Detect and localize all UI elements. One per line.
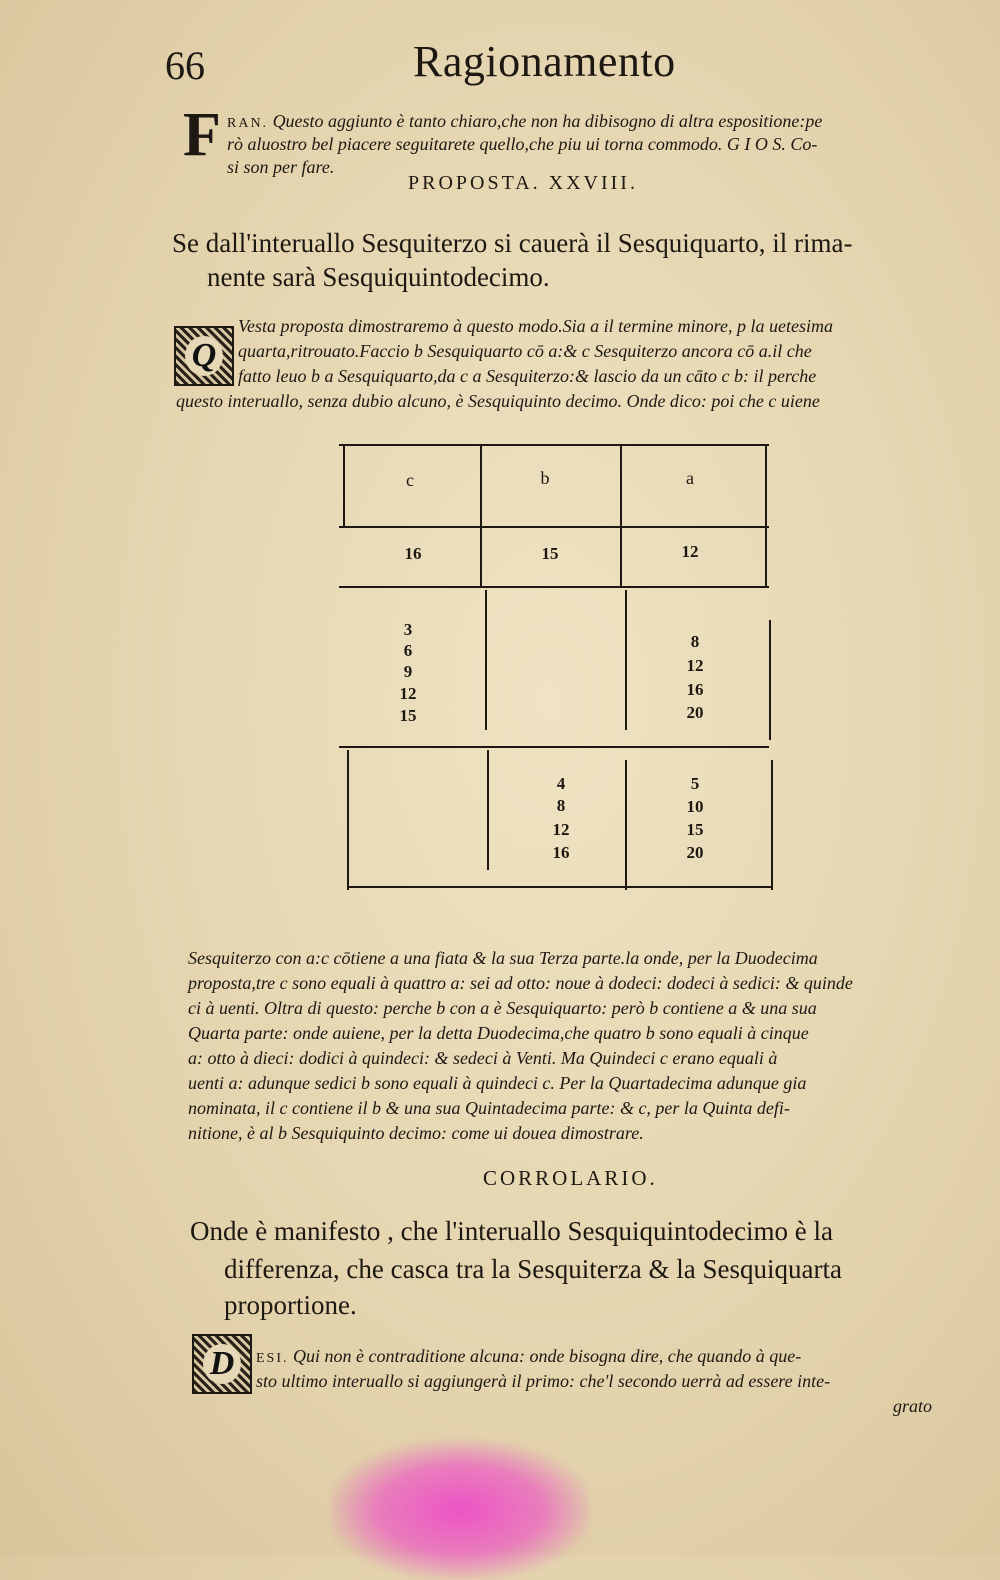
proposition-statement-line: nente sarà Sesquiquintodecimo. [207,262,550,292]
table-cell: 3 [403,620,413,639]
table-cell: 12 [681,542,699,561]
table-cell: 15 [686,820,704,839]
continuation-line: uenti a: adunque sedici b sono equali à quindeci c. Per la Quartadecima adunque gia [188,1073,807,1093]
continuation-line: nominata, il c contiene il b & una sua Quintadecima parte: & c, per la Quinta defi- [188,1098,790,1118]
corollary-line: proportione. [224,1290,357,1320]
table-cell: 4 [556,774,566,793]
table-cell: 5 [690,774,700,793]
demonstration-line: fatto leuo b a Sesquiquarto,da c a Sesquiterzo:& lascio da un cāto c b: il perche [238,366,817,386]
ornamental-letter: D [203,1344,241,1384]
table-rule [339,444,769,446]
continuation-line: Sesquiterzo con a:c cōtiene a una fiata & la sua Terza parte.la onde, per la Duodecima [188,948,818,968]
table-cell: 12 [552,820,570,839]
table-cell: 8 [690,632,700,651]
closing-line: Qui non è contraditione alcuna: onde bisogna dire, che quando à que- [293,1346,802,1366]
table-rule [347,750,349,890]
table-cell: 12 [686,656,704,675]
table-rule [487,750,489,870]
ornamental-letter: Q [185,336,223,376]
table-rule [485,590,487,730]
speaker-name: RAN. [227,116,269,131]
table-rule [339,586,769,588]
intro-line: rò aluostro bel piacere seguitarete quello,che piu ui torna commodo. G I O S. Co- [227,134,818,154]
corollary-line: Onde è manifesto , che l'interuallo Sesquiquintodecimo è la [190,1216,833,1246]
table-cell: 16 [404,544,422,563]
table-rule [339,746,769,748]
intro-speaker-label [227,111,822,132]
speaker-name: ESI. [256,1351,289,1366]
continuation-line: ci à uenti. Oltra di questo: perche b con a è Sesquiquarto: però b contiene a & una sua [188,998,817,1018]
table-rule [620,444,622,586]
ratio-table [325,440,785,900]
demonstration-line: Vesta proposta dimostraremo à questo modo.Sia a il termine minore, p la uetesima [238,316,833,336]
table-rule [769,620,771,740]
table-cell: 12 [399,684,417,703]
table-cell: 6 [403,641,413,660]
ornamental-initial [174,326,234,386]
table-cell: 20 [686,703,704,722]
table-cell: 15 [399,706,417,725]
pink-smudge [330,1440,590,1580]
table-cell: 15 [541,544,559,563]
closing-line: sto ultimo interuallo si aggiungerà il primo: che'l secondo uerrà ad essere inte- [256,1371,831,1391]
corollary-line: differenza, che casca tra la Sesquiterza & la Sesquiquarta [224,1254,842,1284]
continuation-line: proposta,tre c sono equali à quattro a: sei ad otto: noue à dodeci: dodeci à sedici: & quinde [188,973,853,993]
table-rule [625,760,627,890]
table-header: a [686,468,694,488]
table-cell: 8 [556,796,566,815]
ornamental-initial [192,1334,252,1394]
continuation-line: Quarta parte: onde auiene, per la detta Duodecima,che quatro b sono equali à cinque [188,1023,809,1043]
page-number: 66 [165,43,205,88]
intro-line: si son per fare. [227,157,335,177]
table-cell: 16 [552,843,570,862]
dropcap-letter: F [183,101,221,169]
table-header: c [406,470,414,490]
table-header: b [540,468,550,488]
intro-line: Questo aggiunto è tanto chiaro,che non ha dibisogno di altra espositione:pe [272,111,823,131]
continuation-line: a: otto à dieci: dodici à quindeci: & sedeci à Venti. Ma Quindeci c erano equali à [188,1048,778,1068]
table-cell: 20 [686,843,704,862]
demonstration-line: questo interuallo, senza dubio alcuno, è Sesquiquinto decimo. Onde dico: poi che c uiene [176,391,820,411]
demonstration-line: quarta,ritrouato.Faccio b Sesquiquarto cō a:& c Sesquiterzo ancora cō a.il che [238,341,812,361]
table-rule [343,444,345,526]
catchword: grato [893,1396,933,1416]
corollary-heading: CORROLARIO. [483,1166,658,1190]
table-rule [765,444,767,586]
running-title: Ragionamento [413,37,676,86]
table-rule [625,590,627,730]
table-cell: 10 [686,797,704,816]
table-rule [771,760,773,890]
proposition-heading: PROPOSTA. XXVIII. [408,172,638,194]
table-rule [339,526,769,528]
table-cell: 16 [686,680,704,699]
table-cell: 9 [403,662,413,681]
continuation-line: nitione, è al b Sesquiquinto decimo: come ui doueа dimostrare. [188,1123,644,1143]
table-rule [349,886,773,888]
closing-speaker-label [256,1346,801,1367]
proposition-statement-line: Se dall'interuallo Sesquiterzo si cauerà il Sesquiquarto, il rima- [172,228,853,258]
table-rule [480,444,482,586]
